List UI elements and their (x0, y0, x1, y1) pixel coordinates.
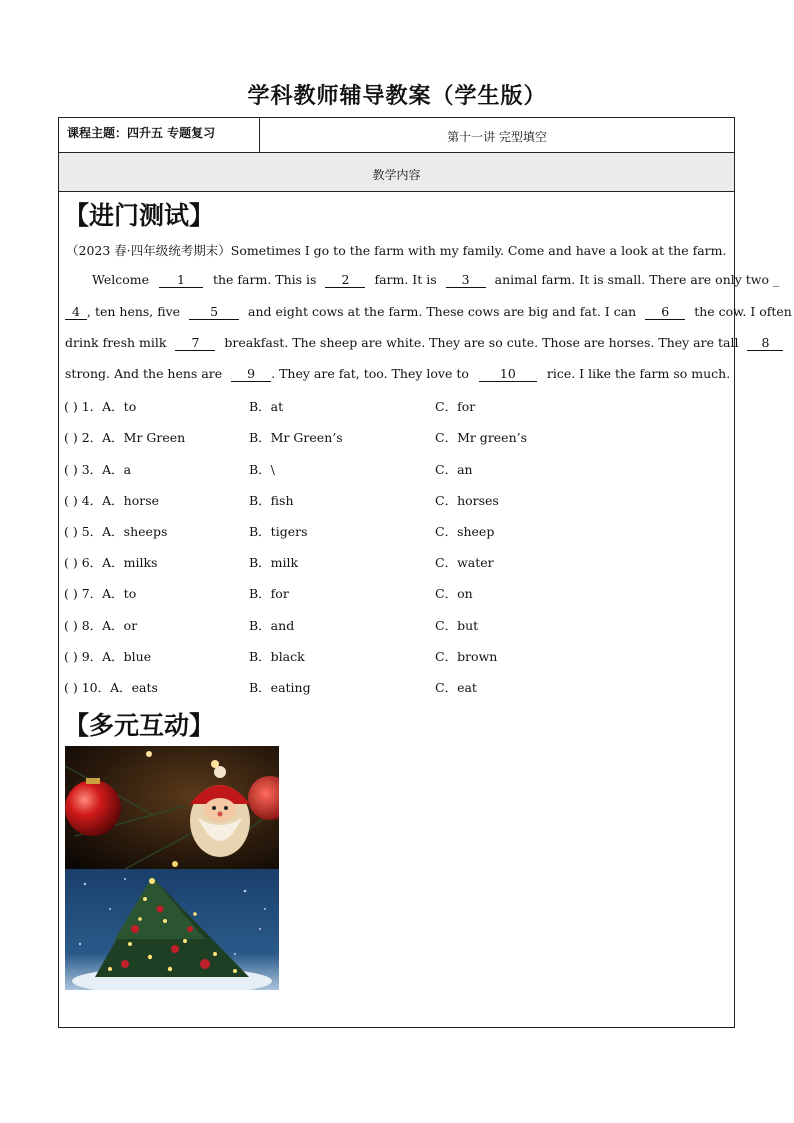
header-row (59, 118, 734, 153)
question-stem-option-a: ( ) 10．A．eats (64, 680, 158, 695)
passage-line-4 (65, 366, 729, 382)
question-row (64, 553, 664, 571)
blank-10: 10 (479, 367, 537, 382)
passage-text: Welcome (92, 272, 150, 287)
question-row (64, 584, 664, 602)
passage-text: animal farm. It is small. There are only two _ (494, 272, 780, 287)
passage-text: and eight cows at the farm. These cows are big and fat. I can (248, 304, 637, 319)
option-b: B．milk (249, 555, 299, 570)
section-title-interaction: 【多元互动】 (64, 711, 215, 740)
option-b: B．tigers (249, 524, 308, 539)
option-c: C．horses (435, 493, 499, 508)
question-row (64, 647, 664, 665)
passage-text: , ten hens, five (87, 304, 181, 319)
blank-5: 5 (189, 305, 239, 320)
content-label-row: 教学内容 (59, 153, 734, 192)
option-c: C．Mr green’s (435, 430, 528, 445)
christmas-ornaments-photo (65, 746, 279, 869)
passage-text: strong. And the hens are (65, 366, 223, 381)
option-c: C．an (435, 462, 473, 477)
question-row (64, 616, 664, 634)
question-row (64, 460, 664, 478)
question-stem-option-a: ( ) 4．A．horse (64, 493, 160, 508)
blank-8: 8 (747, 336, 783, 351)
question-stem-option-a: ( ) 1．A．to (64, 399, 137, 414)
option-c: C．eat (435, 680, 477, 695)
blank-9: 9 (231, 367, 271, 382)
option-b: B．\ (249, 462, 275, 477)
question-row (64, 522, 664, 540)
passage-text: drink fresh milk (65, 335, 167, 350)
passage-source: （2023 春·四年级统考期末）Sometimes I go to the farm with my family. Come and have a look at the farm. (66, 243, 727, 258)
question-stem-option-a: ( ) 8．A．or (64, 618, 138, 633)
blank-1: 1 (159, 273, 203, 288)
option-c: C．on (435, 586, 473, 601)
passage-text: farm. It is (374, 272, 437, 287)
blank-7: 7 (175, 336, 215, 351)
passage-text: rice. I like the farm so much. (546, 366, 731, 381)
blank-2: 2 (325, 273, 365, 288)
question-stem-option-a: ( ) 9．A．blue (64, 649, 152, 664)
question-row (64, 491, 664, 509)
option-b: B．eating (249, 680, 311, 695)
option-b: B．fish (249, 493, 294, 508)
option-b: B．black (249, 649, 305, 664)
question-stem-option-a: ( ) 2．A．Mr Green (64, 430, 186, 445)
option-c: C．brown (435, 649, 498, 664)
question-stem-option-a: ( ) 6．A．milks (64, 555, 158, 570)
question-row (64, 678, 664, 696)
question-row (64, 397, 664, 415)
option-b: B．Mr Green’s (249, 430, 343, 445)
passage-line-2 (65, 304, 792, 320)
question-stem-option-a: ( ) 7．A．to (64, 586, 137, 601)
christmas-tree-photo (65, 869, 279, 990)
option-c: C．but (435, 618, 479, 633)
option-b: B．for (249, 586, 289, 601)
course-topic-cell: 课程主题：四升五 专题复习 (59, 118, 260, 152)
passage-text: . They are fat, too. They love to (271, 366, 469, 381)
passage-text: breakfast. The sheep are white. They are so cute. Those are horses. They are tall (224, 335, 739, 350)
lecture-title-cell: 第十一讲 完型填空 (447, 130, 547, 144)
section-title-test: 【进门测试】 (64, 201, 215, 230)
blank-3: 3 (446, 273, 486, 288)
question-stem-option-a: ( ) 3．A．a (64, 462, 132, 477)
question-stem-option-a: ( ) 5．A．sheeps (64, 524, 168, 539)
blank-4: 4 (65, 305, 87, 320)
passage-text: the farm. This is (212, 272, 317, 287)
option-b: B．at (249, 399, 284, 414)
option-c: C．for (435, 399, 476, 414)
passage-text: the cow. I often (694, 304, 792, 319)
blank-6: 6 (645, 305, 685, 320)
passage-line-3 (65, 335, 770, 351)
option-b: B．and (249, 618, 295, 633)
option-c: C．water (435, 555, 494, 570)
option-c: C．sheep (435, 524, 495, 539)
document-title: 学科教师辅导教案（学生版） (247, 84, 547, 109)
passage-line-1 (65, 272, 780, 288)
question-row (64, 428, 664, 446)
